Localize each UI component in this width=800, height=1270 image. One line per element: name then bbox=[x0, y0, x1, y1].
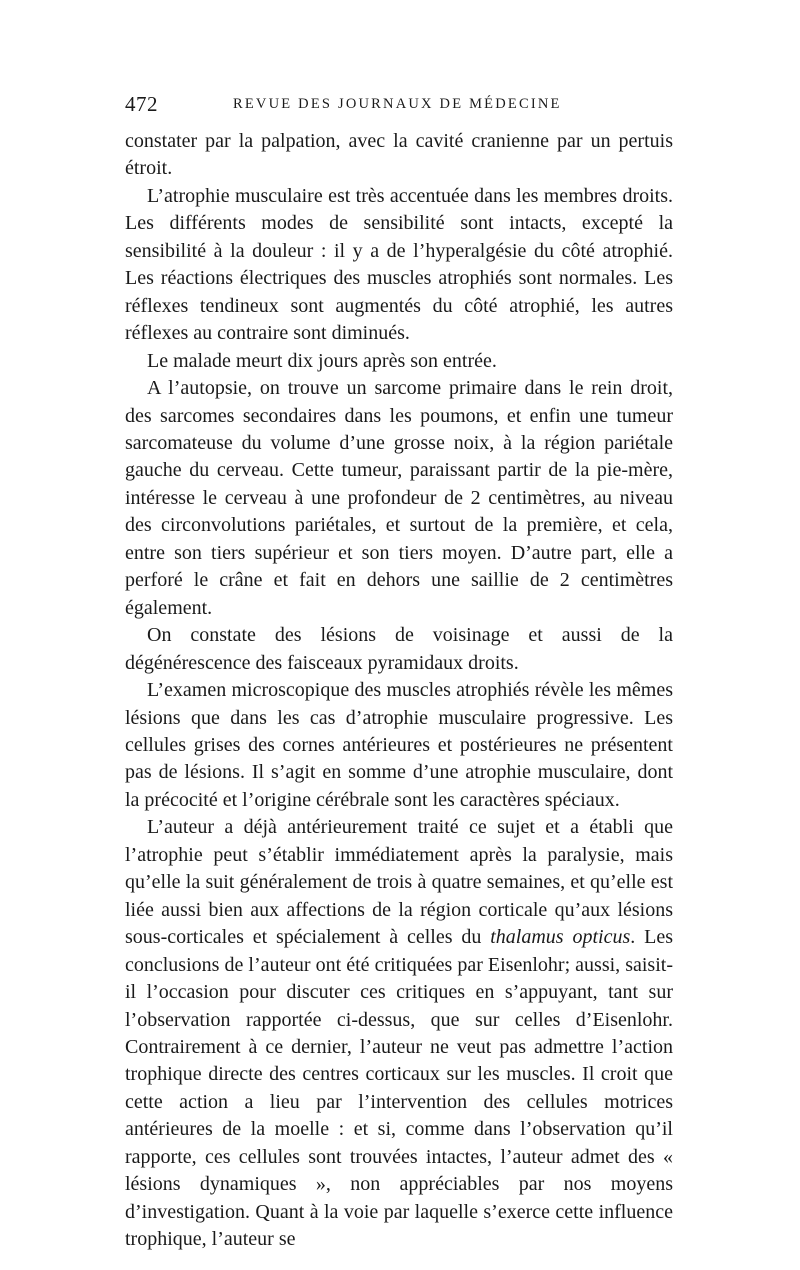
paragraph: A l’autopsie, on trouve un sarcome primaire dans le rein droit, des sarcomes secondaires dans les poumons, et enfin une tumeur sarcomateuse du volume d’une grosse noix, à la région pariétale gauche du cerveau. Cette tumeur, paraissant partir de la pie-mère, intéresse le cerveau à une profondeur de 2 centimètres, au niveau des circonvolutions pariétales, et surtout de la première, et cela, entre son tiers supérieur et son tiers moyen. D’autre part, elle a perforé le crâne et fait en dehors une saillie de 2 centimètres également. bbox=[125, 377, 673, 619]
body-text bbox=[125, 128, 673, 1254]
paragraph: Le malade meurt dix jours après son entrée. bbox=[147, 349, 497, 372]
paragraph: constater par la palpation, avec la cavité cranienne par un pertuis étroit. bbox=[125, 130, 673, 180]
italic-term: thalamus opticus bbox=[490, 926, 631, 949]
paragraph bbox=[125, 814, 673, 1253]
paragraph: L’atrophie musculaire est très accentuée dans les membres droits. Les différents modes de sensibilité sont intacts, excepté la sensibilité à la douleur : il y a de l’hyperalgésie du côté atrophié. Les réactions électriques des muscles atrophiés sont normales. Les réflexes tendineux sont augmentés du côté atrophié, les autres réflexes au contraire sont diminués. bbox=[125, 184, 673, 345]
paragraph: On constate des lésions de voisinage et aussi de la dégénérescence des faisceaux pyramidaux droits. bbox=[125, 624, 673, 674]
paragraph-text-after-italic: . Les conclusions de l’auteur ont été critiquées par Eisenlohr; aussi, saisit-il l’occasion pour discuter ces critiques en s’appuyant, tant sur l’observation rapportée ci-dessus, que sur celles d’Eisenlohr. Contrairement à ce dernier, l’auteur ne veut pas admettre l’action trophique directe des centres corticaux sur les muscles. Il croit que cette action a lieu par l’intervention des cellules motrices antérieures de la moelle : et si, comme dans l’observation qu’il rapporte, ces cellules sont trouvées intactes, l’auteur admet des « lésions dynamiques », non appréciables par nos moyens d’investigation. Quant à la voie par laquelle s’exerce cette influence trophique, l’auteur se bbox=[125, 926, 673, 1251]
paragraph: L’examen microscopique des muscles atrophiés révèle les mêmes lésions que dans les cas d’atrophie musculaire progressive. Les cellules grises des cornes antérieures et postérieures ne présentent pas de lésions. Il s’agit en somme d’une atrophie musculaire, dont la précocité et l’origine cérébrale sont les caractères spéciaux. bbox=[125, 679, 673, 811]
page-header bbox=[125, 92, 675, 122]
page-number: 472 bbox=[125, 92, 158, 116]
paragraph-text-before-italic: L’auteur a déjà antérieurement traité ce sujet et a établi que l’atrophie peut s’établir immédiatement après la paralysie, mais qu’elle la suit généralement de trois à quatre semaines, et qu’elle est liée aussi bien aux affections de la région corticale qu’aux lésions sous-corticales et spécialement à celles du bbox=[125, 816, 673, 949]
running-head: REVUE DES JOURNAUX DE MÉDECINE bbox=[233, 96, 562, 112]
